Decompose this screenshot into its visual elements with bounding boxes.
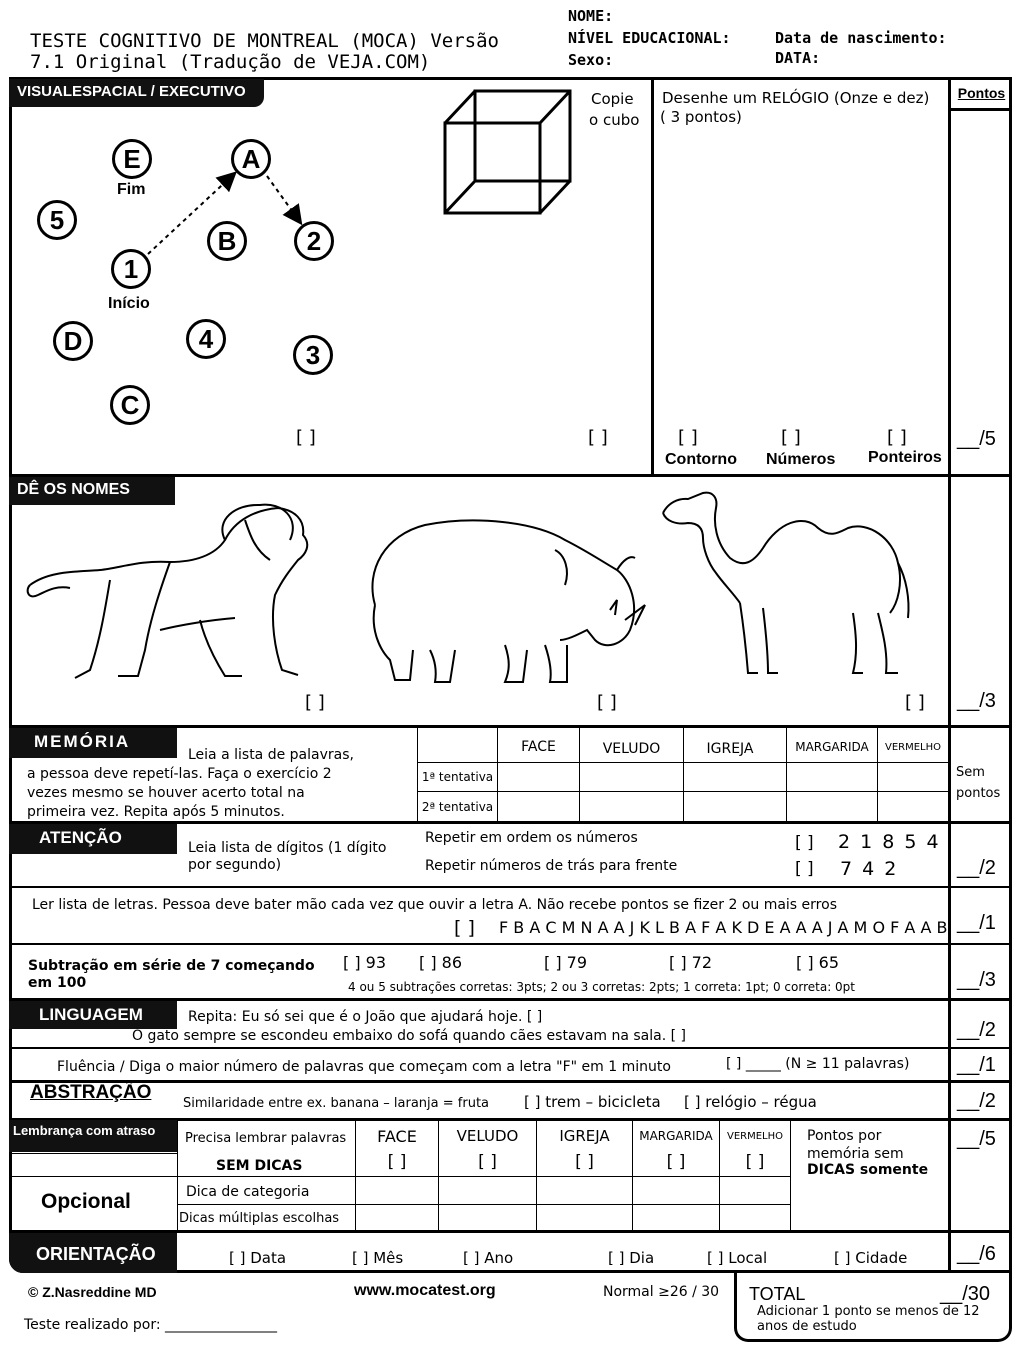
delayed-sem-dicas: SEM DICAS [216, 1158, 303, 1174]
memory-sem-pontos-2: pontos [956, 786, 1001, 801]
letters-instr: Ler lista de letras. Pessoa deve bater mão cada vez que ouvir a letra A. Não recebe pontos se fizer 2 ou mais erros [32, 897, 837, 913]
copyright: © Z.Nasreddine MD [28, 1284, 157, 1300]
delayed-grid-line [9, 1153, 177, 1154]
serial-scoring-note: 4 ou 5 subtrações corretas: 3pts; 2 ou 3 corretas: 2pts; 1 correta: 1pt; 0 correta: 0pt [348, 980, 856, 994]
delayed-grid-line [790, 1120, 791, 1231]
total-note-1: Adicionar 1 ponto se menos de 12 [757, 1304, 980, 1319]
orientation-mes[interactable]: [ ] Mês [352, 1249, 404, 1267]
delayed-bracket-igreja[interactable]: [ ] [575, 1152, 594, 1172]
forward-bracket[interactable]: [ ] [795, 833, 814, 853]
backward-digits: 7 4 2 [840, 858, 899, 880]
trail-node-e: E [112, 139, 152, 179]
delayed-bracket-veludo[interactable]: [ ] [478, 1152, 497, 1172]
repeat-sentence-2[interactable]: O gato sempre se escondeu embaixo do sofá quando cães estavam na sala. [ ] [132, 1028, 686, 1044]
forward-label: Repetir em ordem os números [425, 830, 638, 846]
total-score[interactable]: __/30 [940, 1283, 991, 1305]
serial-item-93[interactable]: [ ] 93 [343, 953, 387, 972]
serial-label-2: em 100 [28, 975, 87, 991]
orientation-dia[interactable]: [ ] Dia [608, 1249, 655, 1267]
backward-bracket[interactable]: [ ] [795, 859, 814, 879]
clock-instructions: Desenhe um RELÓGIO (Onze e dez) [662, 89, 930, 107]
nivel-educacional-label[interactable]: NÍVEL EDUCACIONAL: [568, 29, 731, 47]
pontos-header-label: Pontos [957, 84, 1006, 101]
cube-drawing [440, 85, 575, 220]
data-nascimento-label[interactable]: Data de nascimento: [775, 29, 947, 47]
orientation-data[interactable]: [ ] Data [229, 1249, 287, 1267]
multiple-choice-hint-label: Dicas múltiplas escolhas [179, 1211, 340, 1226]
visuospatial-title: VISUALESPACIAL / EXECUTIVO [9, 79, 264, 107]
total-note-2: anos de estudo [757, 1319, 857, 1334]
clock-numeros-bracket[interactable]: [ ] [781, 427, 801, 448]
website-link[interactable]: www.mocatest.org [354, 1282, 496, 1299]
repeat-sentence-1[interactable]: Repita: Eu só sei que é o João que ajudará hoje. [ ] [188, 1009, 543, 1025]
attention-title: ATENÇÃO [9, 824, 177, 854]
abstraction-title: ABSTRAÇÃO [30, 1082, 152, 1103]
total-label: TOTAL [749, 1284, 806, 1304]
clock-section-divider [651, 77, 654, 475]
cube-label-2: o cubo [589, 111, 640, 129]
trail-inicio-label: Início [108, 295, 150, 312]
cube-label-1: Copie [591, 90, 634, 108]
serial-item-79[interactable]: [ ] 79 [544, 953, 588, 972]
clock-numeros-label: Números [766, 451, 836, 468]
orientation-title: ORIENTAÇÃO [36, 1244, 156, 1264]
abstraction-item-1[interactable]: [ ] trem – bicicleta [524, 1093, 661, 1111]
delayed-word-face: FACE [377, 1126, 417, 1146]
cube-bracket[interactable]: [ ] [588, 427, 608, 448]
abstraction-score[interactable]: __/2 [957, 1090, 996, 1112]
camel-drawing [658, 483, 918, 683]
orientation-score[interactable]: __/6 [957, 1243, 996, 1265]
trail-node-5: 5 [37, 200, 77, 240]
trail-arrows [0, 0, 1024, 500]
category-hint-label: Dica de categoria [186, 1184, 310, 1200]
delayed-recall-title: Lembrança com atraso [9, 1120, 177, 1152]
trail-fim-label: Fim [117, 181, 146, 198]
delayed-points-note-1: Pontos por [807, 1128, 882, 1144]
delayed-points-note-2: memória sem [807, 1146, 904, 1162]
form-title-line2: 7.1 Original (Tradução de VEJA.COM) [30, 51, 431, 73]
memory-instr-4: primeira vez. Repita após 5 minutos. [27, 804, 285, 820]
memory-instr-1: Leia a lista de palavras, [188, 747, 354, 763]
fluency-bracket[interactable]: [ ] _____ (N ≥ 11 palavras) [726, 1056, 910, 1072]
lion-drawing [20, 500, 320, 685]
orientation-cidade[interactable]: [ ] Cidade [834, 1249, 908, 1267]
language-bottom-border [9, 1080, 1012, 1083]
language-title: LINGUAGEM [9, 1001, 177, 1029]
naming-bracket-camel[interactable]: [ ] [905, 692, 925, 713]
memory-word-vermelho: VERMELHO [884, 741, 941, 753]
memory-trial-2: 2ª tentativa [421, 800, 494, 814]
rhino-drawing [355, 510, 650, 690]
serial-item-65[interactable]: [ ] 65 [796, 953, 840, 972]
memory-instr-2: a pessoa deve repetí-las. Faça o exercício 2 [27, 766, 332, 782]
delayed-word-veludo: VELUDO [456, 1127, 519, 1145]
clock-ponteiros-bracket[interactable]: [ ] [887, 427, 907, 448]
orientation-local[interactable]: [ ] Local [707, 1249, 768, 1267]
delayed-score[interactable]: __/5 [957, 1128, 996, 1150]
digits-score[interactable]: __/2 [957, 857, 996, 879]
trail-node-a: A [231, 139, 271, 179]
abstraction-instr: Similaridade entre ex. banana – laranja = fruta [183, 1096, 490, 1111]
serial-label-1: Subtração em série de 7 começando [28, 958, 315, 974]
data-label[interactable]: DATA: [775, 49, 821, 67]
clock-contorno-label: Contorno [665, 451, 737, 468]
delayed-bracket-margarida[interactable]: [ ] [666, 1152, 686, 1172]
delayed-bracket-face[interactable]: [ ] [387, 1152, 407, 1172]
letters-score[interactable]: __/1 [957, 912, 996, 934]
letters-sequence: F B A C M N A A J K L B A F A K D E A A A J A M O F A A B [499, 918, 948, 937]
letters-bracket[interactable]: [ ] [454, 917, 475, 939]
trail-node-4: 4 [186, 319, 226, 359]
naming-bracket-lion[interactable]: [ ] [305, 692, 325, 713]
trail-bracket[interactable]: [ ] [296, 427, 316, 448]
memory-word-igreja: IGREJA [706, 741, 754, 757]
delayed-bracket-vermelho[interactable]: [ ] [745, 1152, 765, 1172]
naming-title: DÊ OS NOMES [9, 477, 175, 505]
visuospatial-score[interactable]: __/5 [957, 428, 996, 450]
backward-label: Repetir números de trás para frente [425, 858, 678, 874]
naming-bracket-rhino[interactable]: [ ] [597, 692, 617, 713]
serial-score[interactable]: __/3 [957, 969, 996, 991]
clock-ponteiros-label: Ponteiros [868, 449, 942, 466]
attention-divider [9, 943, 1012, 945]
abstraction-item-2[interactable]: [ ] relógio – régua [684, 1093, 817, 1111]
memory-title: MEMÓRIA [9, 728, 177, 758]
memory-word-face: FACE [521, 739, 556, 755]
memory-instr-3: vezes mesmo se houver acerto total na [27, 785, 305, 801]
opcional-label: Opcional [41, 1190, 131, 1213]
trail-node-d: D [53, 321, 93, 361]
clock-contorno-bracket[interactable]: [ ] [678, 427, 698, 448]
serial-item-72[interactable]: [ ] 72 [669, 953, 713, 972]
fluency-score[interactable]: __/1 [957, 1054, 996, 1076]
memory-trial-1: 1ª tentativa [421, 770, 494, 784]
delayed-word-margarida: MARGARIDA [639, 1129, 713, 1143]
trail-node-2: 2 [294, 221, 334, 261]
trail-node-1: 1 [111, 249, 151, 289]
forward-digits: 2 1 8 5 4 [838, 831, 941, 853]
normal-score-note: Normal ≥26 / 30 [603, 1284, 720, 1300]
delayed-grid-line [177, 1204, 790, 1205]
serial-item-86[interactable]: [ ] 86 [419, 953, 463, 972]
naming-score[interactable]: __/3 [957, 690, 996, 712]
memory-sem-pontos-1: Sem [956, 765, 985, 780]
delayed-word-vermelho: VERMELHO [726, 1130, 783, 1142]
trail-node-b: B [207, 221, 247, 261]
memory-word-margarida: MARGARIDA [795, 740, 869, 754]
fluency-instr: Fluência / Diga o maior número de palavras que começam com a letra "F" em 1 minuto [57, 1059, 671, 1075]
delayed-instr: Precisa lembrar palavras [185, 1131, 347, 1146]
trail-node-c: C [110, 385, 150, 425]
digits-instr-1: Leia lista de dígitos (1 dígito [188, 840, 387, 856]
realizado-por[interactable]: Teste realizado por: ________________ [24, 1317, 278, 1333]
memory-word-veludo: VELUDO [602, 741, 661, 757]
delayed-grid-line [9, 1176, 790, 1177]
language-divider [9, 1047, 1012, 1049]
trail-node-3: 3 [293, 335, 333, 375]
nome-label[interactable]: NOME: [568, 7, 614, 25]
form-title-line1: TESTE COGNITIVO DE MONTREAL (MOCA) Versão [30, 30, 499, 52]
attention-divider [9, 886, 1012, 888]
delayed-word-igreja: IGREJA [559, 1127, 610, 1145]
digits-instr-2: por segundo) [188, 857, 282, 873]
delayed-points-note-3: DICAS somente [807, 1162, 929, 1178]
orientation-ano[interactable]: [ ] Ano [463, 1249, 514, 1267]
sexo-label[interactable]: Sexo: [568, 51, 614, 69]
repeat-score[interactable]: __/2 [957, 1019, 996, 1041]
clock-points-note: ( 3 pontos) [660, 108, 742, 126]
